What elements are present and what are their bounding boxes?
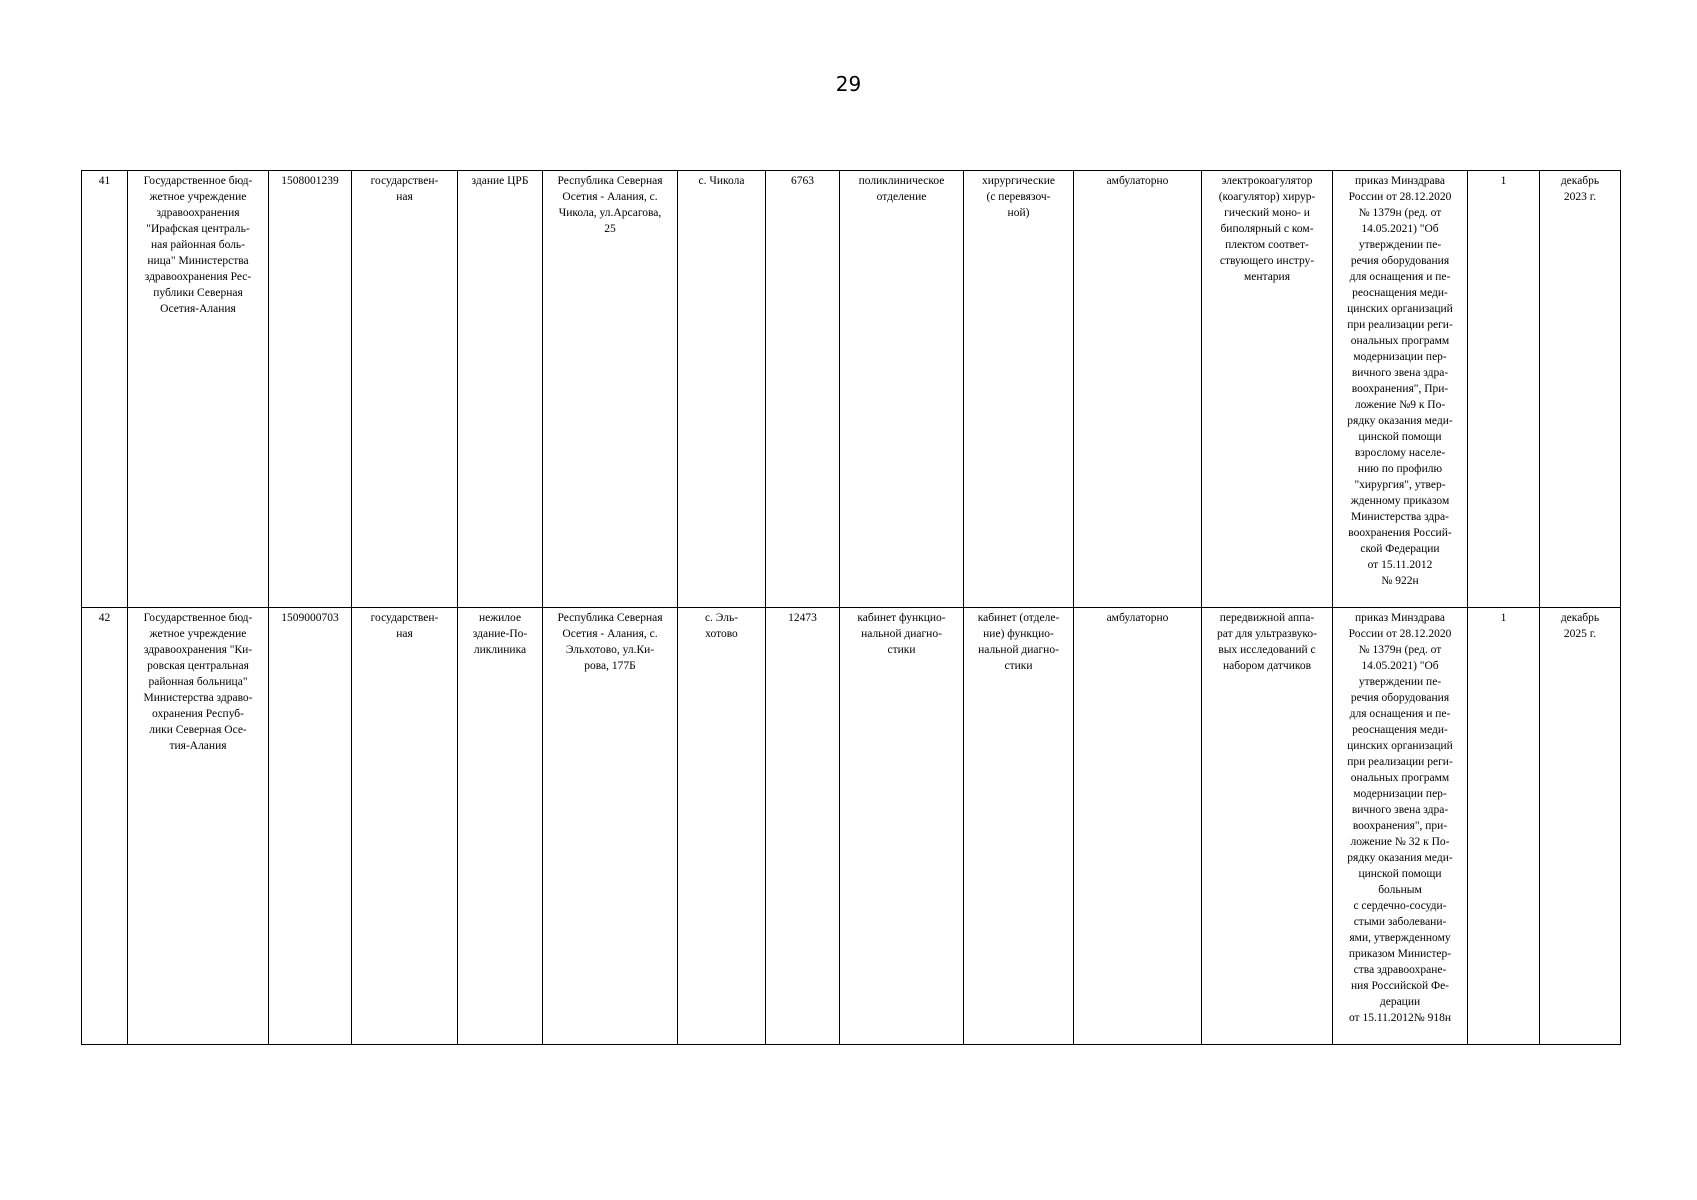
institution-code: 1509000703 <box>269 608 352 1045</box>
building-type: здание ЦРБ <box>458 171 543 608</box>
care-form: амбулаторно <box>1074 171 1202 608</box>
population: 6763 <box>766 171 840 608</box>
equipment-registry-table <box>81 170 1621 1045</box>
deadline: декабрь 2025 г. <box>1540 608 1621 1045</box>
settlement: с. Чикола <box>678 171 766 608</box>
settlement: с. Эль- хотово <box>678 608 766 1045</box>
deadline: декабрь 2023 г. <box>1540 171 1621 608</box>
quantity: 1 <box>1468 171 1540 608</box>
care-form: амбулаторно <box>1074 608 1202 1045</box>
address: Республика Северная Осетия - Алания, с. Эльхотово, ул.Ки- рова, 177Б <box>543 608 678 1045</box>
population: 12473 <box>766 608 840 1045</box>
ownership-form: государствен- ная <box>352 171 458 608</box>
legal-basis: приказ Минздрава России от 28.12.2020 № 1379н (ред. от 14.05.2021) "Об утверждении пе- речия оборудования для оснащения и пе- реоснащения меди- цинских организаций при реализации реги- ональных программ модернизации пер- вичного звена здра- воохранения", При- ложение №9 к По- рядку оказания меди- цинской помощи взрослому населе- нию по профилю "хирургия", утвер- жденному приказом Министерства здра- воохранения Россий- ской Федерации от 15.11.2012 № 922н <box>1333 171 1468 608</box>
institution-name: Государственное бюд- жетное учреждение здравоохранения "Ки- ровская центральная районная больница" Министерства здраво- охранения Респуб- лики Северная Осе- тия-Алания <box>128 608 269 1045</box>
table-row <box>82 608 1621 1045</box>
unit: хирургические (с перевязоч- ной) <box>964 171 1074 608</box>
table-row <box>82 171 1621 608</box>
row-number: 41 <box>82 171 128 608</box>
equipment: передвижной аппа- рат для ультразвуко- вых исследований с набором датчиков <box>1202 608 1333 1045</box>
unit: кабинет (отделе- ние) функцио- нальной диагно- стики <box>964 608 1074 1045</box>
building-type: нежилое здание-По- ликлиника <box>458 608 543 1045</box>
institution-code: 1508001239 <box>269 171 352 608</box>
department: кабинет функцио- нальной диагно- стики <box>840 608 964 1045</box>
address: Республика Северная Осетия - Алания, с. Чикола, ул.Арсагова, 25 <box>543 171 678 608</box>
equipment: электрокоагулятор (коагулятор) хирур- гический моно- и биполярный с ком- плектом соответ- ствующего инстру- ментария <box>1202 171 1333 608</box>
page-number: 29 <box>835 72 862 96</box>
quantity: 1 <box>1468 608 1540 1045</box>
legal-basis: приказ Минздрава России от 28.12.2020 № 1379н (ред. от 14.05.2021) "Об утверждении пе- речия оборудования для оснащения и пе- реоснащения меди- цинских организаций при реализации реги- ональных программ модернизации пер- вичного звена здра- воохранения", при- ложение № 32 к По- рядку оказания меди- цинской помощи больным с сердечно-сосуди- стыми заболевани- ями, утвержденному приказом Министер- ства здравоохране- ния Российской Фе- дерации от 15.11.2012№ 918н <box>1333 608 1468 1045</box>
row-number: 42 <box>82 608 128 1045</box>
ownership-form: государствен- ная <box>352 608 458 1045</box>
institution-name: Государственное бюд- жетное учреждение здравоохранения "Ирафская централь- ная районная боль- ница" Министерства здравоохранения Рес- публики Северная Осетия-Алания <box>128 171 269 608</box>
department: поликлиническое отделение <box>840 171 964 608</box>
